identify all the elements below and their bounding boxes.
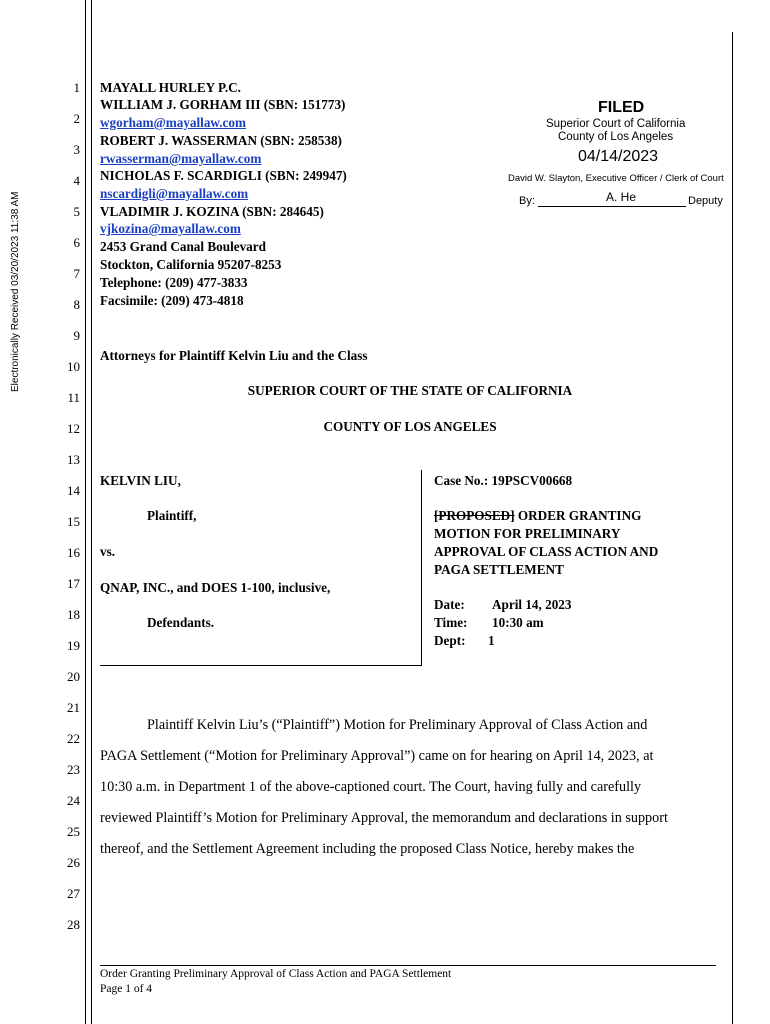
left-margin-rule-2 bbox=[91, 0, 92, 1024]
plaintiff-name: KELVIN LIU, bbox=[100, 473, 181, 488]
attorney-email[interactable]: vjkozina@mayallaw.com bbox=[100, 221, 241, 236]
attorneys-for: Attorneys for Plaintiff Kelvin Liu and the Class bbox=[100, 348, 368, 363]
hearing-time: 10:30 am bbox=[492, 615, 544, 630]
line-number: 2 bbox=[73, 111, 80, 126]
court-name: SUPERIOR COURT OF THE STATE OF CALIFORNIA bbox=[247, 383, 573, 398]
signature-line bbox=[538, 206, 686, 207]
footer-rule bbox=[100, 965, 716, 966]
filed-date: 04/14/2023 bbox=[578, 148, 659, 165]
line-number: 11 bbox=[67, 390, 80, 405]
hearing-date: April 14, 2023 bbox=[492, 597, 572, 612]
line-number: 5 bbox=[73, 204, 80, 219]
body-line: reviewed Plaintiff’s Motion for Preliminary Approval, the memorandum and declarations in support bbox=[100, 810, 668, 826]
electronic-receipt-stamp: Electronically Received 03/20/2023 11:38 AM bbox=[10, 191, 21, 392]
document-title bbox=[434, 508, 641, 524]
firm-facsimile: Facsimile: (209) 473-4818 bbox=[100, 293, 244, 308]
filed-officer: David W. Slayton, Executive Officer / Clerk of Court bbox=[508, 173, 724, 184]
filed-deputy-label: Deputy bbox=[688, 195, 723, 207]
line-number: 22 bbox=[67, 731, 80, 746]
line-number: 9 bbox=[73, 328, 80, 343]
line-number: 23 bbox=[67, 762, 80, 777]
body-line: PAGA Settlement (“Motion for Preliminary Approval”) came on for hearing on April 14, 2023, at bbox=[100, 748, 654, 764]
line-number: 21 bbox=[67, 700, 80, 715]
footer-title: Order Granting Preliminary Approval of Class Action and PAGA Settlement bbox=[100, 968, 452, 980]
firm-city: Stockton, California 95207-8253 bbox=[100, 257, 282, 272]
hearing-time-label: Time: bbox=[434, 615, 468, 630]
hearing-dept: 1 bbox=[488, 633, 495, 648]
line-number: 7 bbox=[73, 266, 80, 281]
attorney-email[interactable]: wgorham@mayallaw.com bbox=[100, 115, 246, 130]
firm-name: MAYALL HURLEY P.C. bbox=[100, 80, 241, 95]
line-number: 18 bbox=[67, 607, 80, 622]
line-number: 6 bbox=[73, 235, 80, 250]
versus: vs. bbox=[100, 544, 116, 559]
firm-address: 2453 Grand Canal Boulevard bbox=[100, 239, 266, 254]
filed-clerk: A. He bbox=[606, 190, 637, 204]
filed-title: FILED bbox=[598, 99, 645, 116]
body-line: thereof, and the Settlement Agreement including the proposed Class Notice, hereby makes the bbox=[100, 841, 635, 857]
line-number: 3 bbox=[73, 142, 80, 157]
body-line: Plaintiff Kelvin Liu’s (“Plaintiff”) Motion for Preliminary Approval of Class Action and bbox=[147, 717, 648, 733]
hearing-date-label: Date: bbox=[434, 597, 465, 612]
document-title-line-2: MOTION FOR PRELIMINARY bbox=[434, 526, 621, 541]
plaintiff-role: Plaintiff, bbox=[147, 508, 197, 523]
document-title-line-3: APPROVAL OF CLASS ACTION AND bbox=[434, 544, 659, 559]
line-number: 14 bbox=[67, 483, 80, 498]
filed-county: County of Los Angeles bbox=[558, 131, 674, 143]
line-number: 17 bbox=[67, 576, 80, 591]
line-number: 16 bbox=[67, 545, 80, 560]
line-number: 1 bbox=[73, 80, 80, 95]
attorney-name: WILLIAM J. GORHAM III (SBN: 151773) bbox=[100, 97, 346, 112]
attorney-name: NICHOLAS F. SCARDIGLI (SBN: 249947) bbox=[100, 168, 347, 183]
proposed-struck: [PROPOSED] bbox=[434, 508, 515, 523]
line-number: 19 bbox=[67, 638, 80, 653]
line-number: 25 bbox=[67, 824, 80, 839]
line-number: 8 bbox=[73, 297, 80, 312]
attorney-name: ROBERT J. WASSERMAN (SBN: 258538) bbox=[100, 133, 342, 148]
county-name: COUNTY OF LOS ANGELES bbox=[323, 419, 497, 434]
left-margin-rule-1 bbox=[85, 0, 86, 1024]
line-number: 15 bbox=[67, 514, 80, 529]
body-line: 10:30 a.m. in Department 1 of the above-captioned court. The Court, having fully and carefully bbox=[100, 779, 642, 795]
attorney-email[interactable]: nscardigli@mayallaw.com bbox=[100, 186, 249, 201]
filed-court: Superior Court of California bbox=[546, 118, 686, 130]
hearing-dept-label: Dept: bbox=[434, 633, 466, 648]
defendant-name: QNAP, INC., and DOES 1-100, inclusive, bbox=[100, 580, 331, 595]
line-number: 13 bbox=[67, 452, 80, 467]
case-number: Case No.: 19PSCV00668 bbox=[434, 473, 573, 488]
line-number: 28 bbox=[67, 917, 80, 932]
firm-telephone: Telephone: (209) 477-3833 bbox=[100, 275, 248, 290]
caption-bottom-rule bbox=[100, 665, 422, 666]
line-number: 10 bbox=[67, 359, 80, 374]
line-number: 27 bbox=[67, 886, 80, 901]
line-number: 26 bbox=[67, 855, 80, 870]
line-number: 4 bbox=[73, 173, 80, 188]
attorney-email[interactable]: rwasserman@mayallaw.com bbox=[100, 151, 262, 166]
page-number: Page 1 of 4 bbox=[100, 983, 153, 995]
filed-by-label: By: bbox=[519, 195, 535, 207]
right-margin-rule bbox=[732, 32, 733, 1024]
document-title-line-1: ORDER GRANTING bbox=[514, 508, 642, 523]
attorney-name: VLADIMIR J. KOZINA (SBN: 284645) bbox=[100, 204, 324, 219]
caption-divider bbox=[421, 470, 422, 666]
defendant-role: Defendants. bbox=[147, 615, 215, 630]
line-number: 12 bbox=[67, 421, 80, 436]
line-number: 24 bbox=[67, 793, 80, 808]
document-title-line-4: PAGA SETTLEMENT bbox=[434, 562, 564, 577]
line-number: 20 bbox=[67, 669, 80, 684]
